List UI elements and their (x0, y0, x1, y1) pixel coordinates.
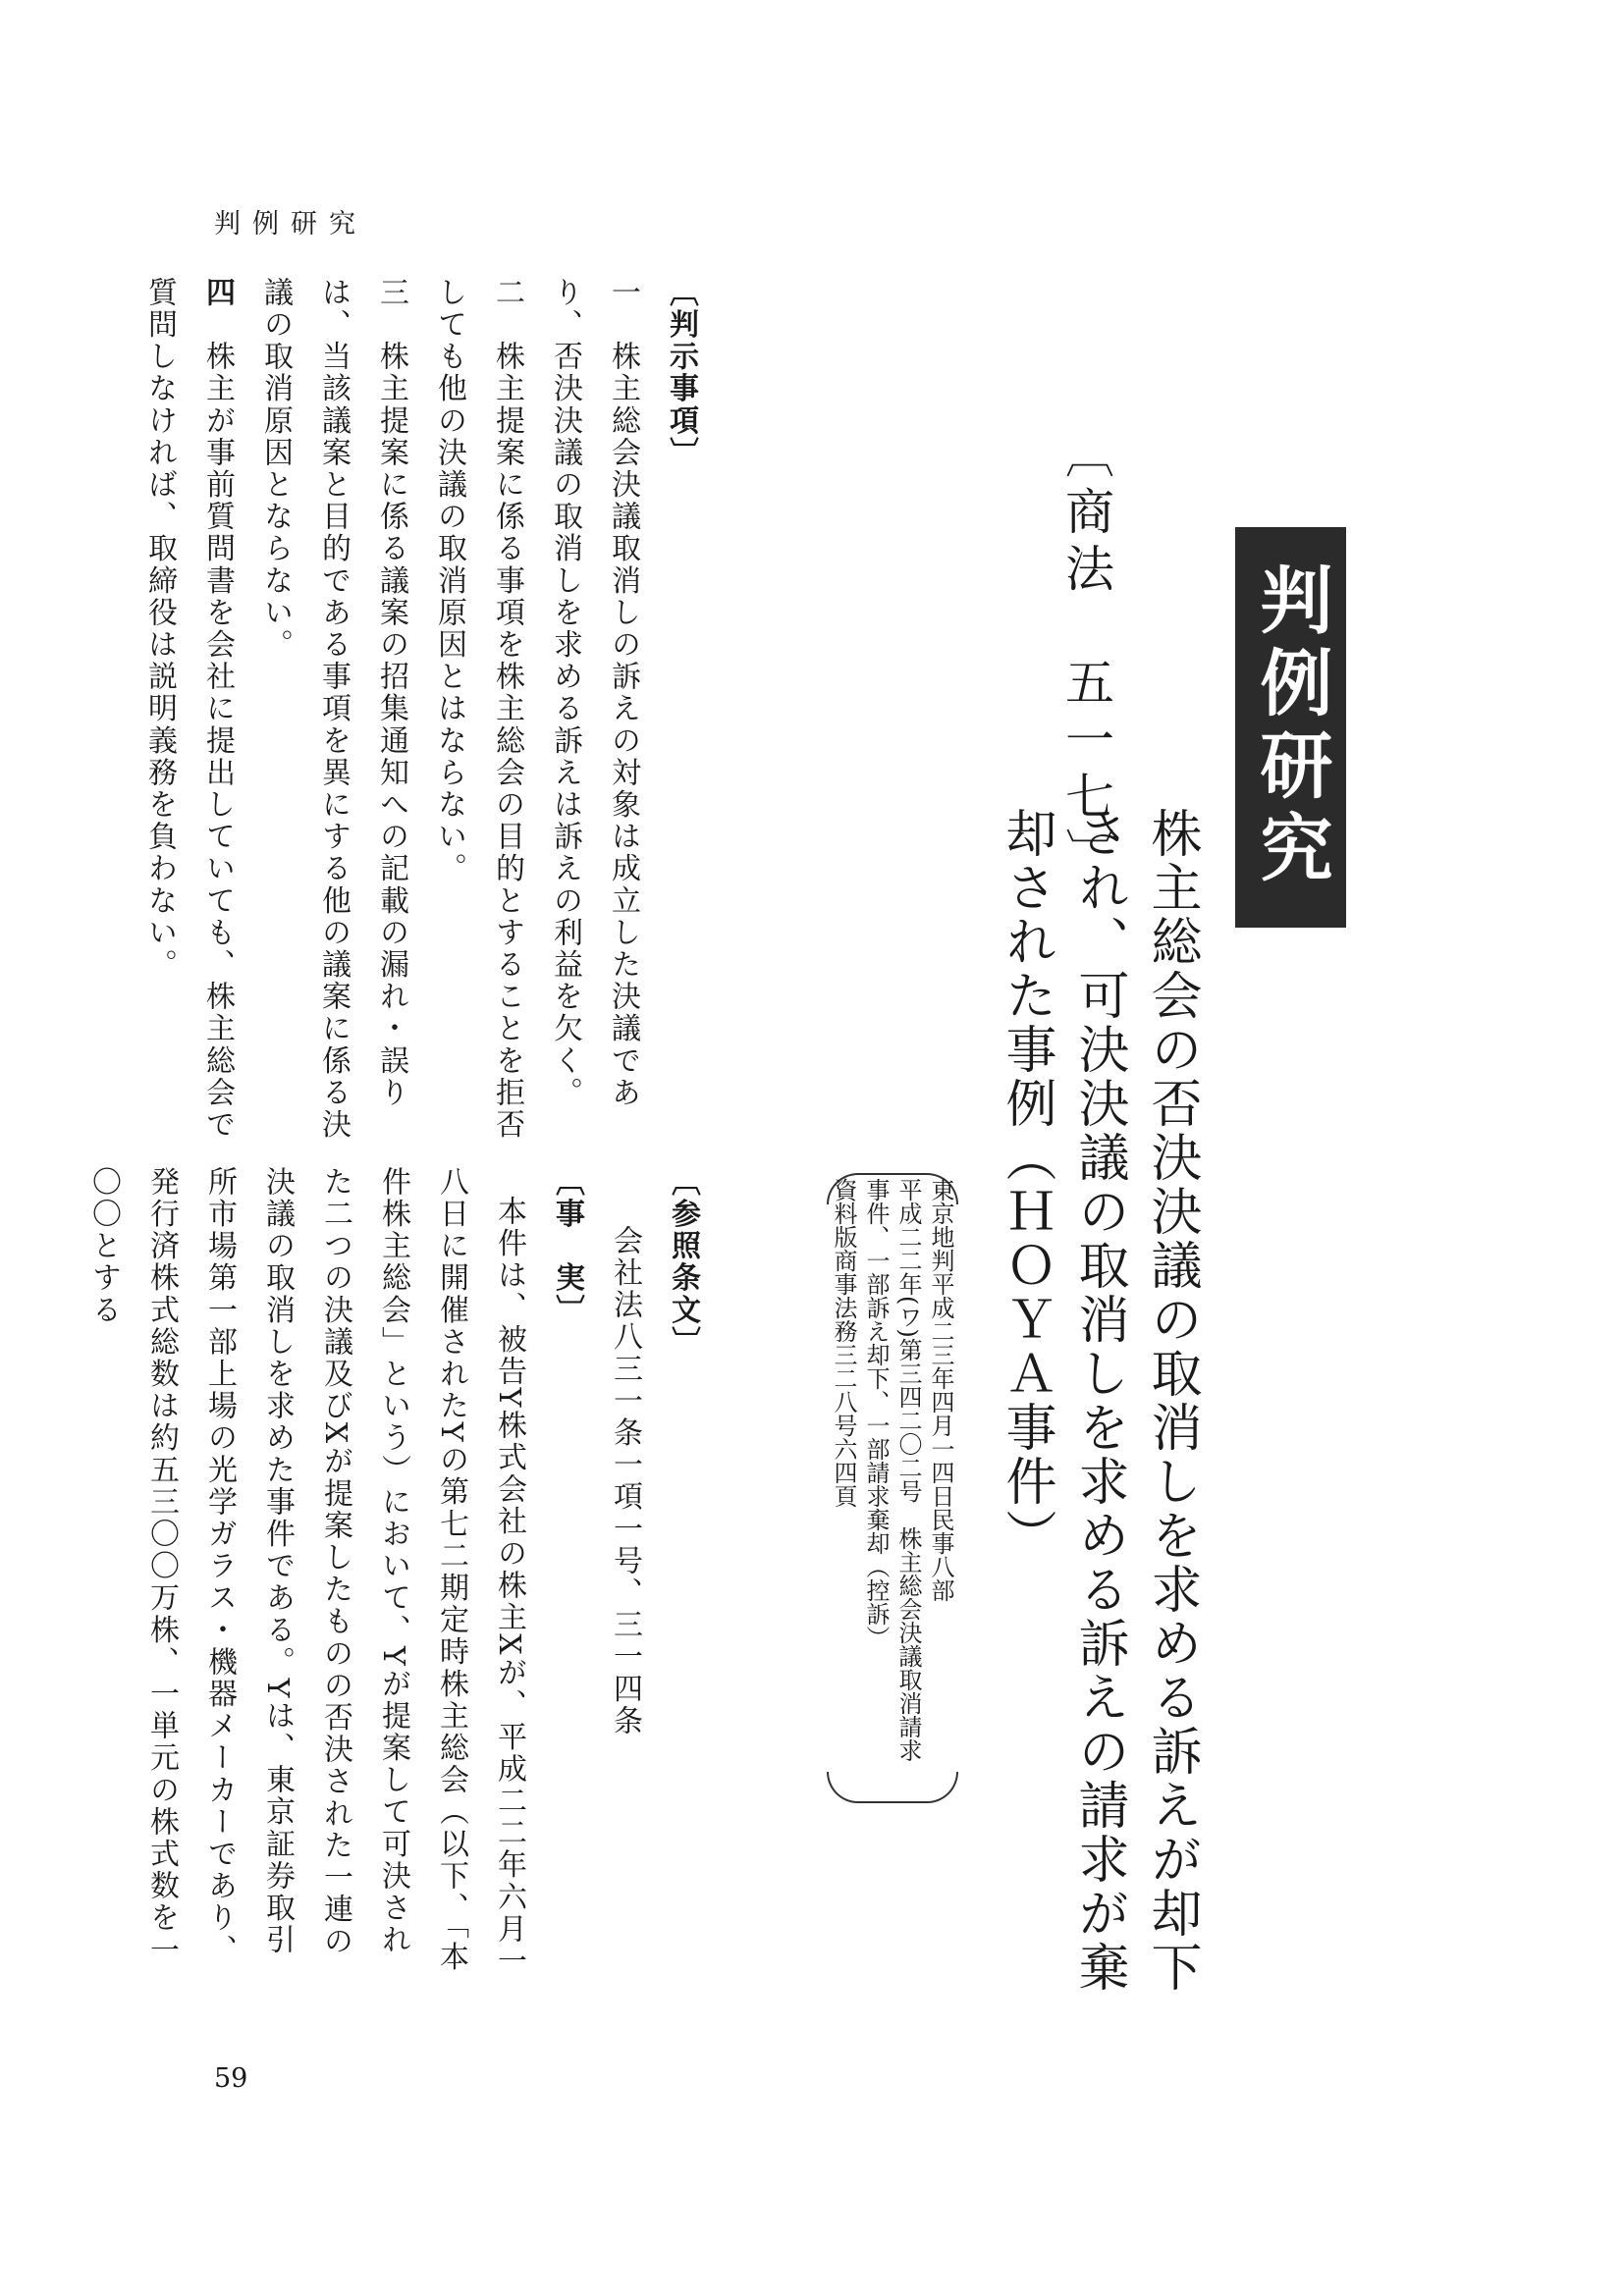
summary-item-number: 三 (374, 277, 408, 309)
summary-item (131, 277, 246, 1160)
summary-item-number: 二 (490, 277, 524, 309)
summary-item-number: 一 (606, 277, 640, 309)
page-number: 59 (214, 2063, 248, 2094)
citation-line: 東京地判平成二三年四月一四日民事八部 (927, 1178, 954, 1602)
summary-item-number: 四 (200, 277, 235, 309)
law-reference: 〔商法 五一七〕 (1057, 429, 1114, 884)
facts-heading: 〔事 実〕 (550, 1166, 584, 1326)
facts-text: 本件は、被告Y株式会社の株主Xが、平成二二年六月一八日に開催されたYの第七二期定時株主総会（以下、「本件株主総会」という）において、Yが提案して可決された二つの決議及びXが提案したものの否決された一連の決議の取消しを求めた事件である。Yは、東京証券取引所市場第一部上場の光学ガラス・機器メーカーであり、発行済株式総数は約五三〇〇万株、一単元の株式数を一〇〇とする (86, 1166, 526, 1978)
summary-item-text: 株主提案に係る議案の招集通知への記載の漏れ・誤りは、当該議案と目的である事項を異にする他の議案に係る決議の取消原因とならない。 (258, 277, 408, 1142)
summary-item-text: 株主総会決議取消しの訴えの対象は成立した決議であり、否決決議の取消しを求める訴えは訴えの利益を欠く。 (548, 277, 640, 1109)
references-heading: 〔参照条文〕 (666, 1166, 700, 1359)
citation-bracket-bottom (827, 1772, 958, 1803)
citation-line: 事件、一部訴え却下、一部請求棄却（控訴） (862, 1178, 890, 1649)
summary-item (420, 277, 536, 1160)
citation (819, 1178, 956, 1806)
summary-section (131, 277, 710, 1160)
section-label: 判例研究 (1248, 562, 1333, 892)
section-label-block (1235, 527, 1346, 928)
summary-item (246, 277, 420, 1160)
case-title: 株主総会の否決決議の取消しを求める訴えが却下され、可決決議の取消しを求める訴えの請求が棄却された事例（ＨＯＹＡ事件） (997, 807, 1201, 1995)
references-text: 会社法八三一条一項一号、三一四条 (608, 1225, 642, 1737)
summary-heading: 〔判示事項〕 (664, 277, 698, 469)
citation-line: 資料版商事法務三二八号六四頁 (830, 1178, 857, 1508)
summary-item-text: 株主が事前質問書を会社に提出していても、株主総会で質問しなければ、取締役は説明義務を負わない。 (142, 277, 235, 1142)
running-head: 判例研究 (214, 209, 367, 240)
summary-item (536, 277, 652, 1160)
summary-item-text: 株主提案に係る事項を株主総会の目的とすることを拒否しても他の決議の取消原因とはならない。 (432, 277, 524, 1142)
reference-section (75, 1166, 712, 1986)
citation-line: 平成二二年(ワ)第三四二〇二号 株主総会決議取消請求 (894, 1178, 922, 1762)
